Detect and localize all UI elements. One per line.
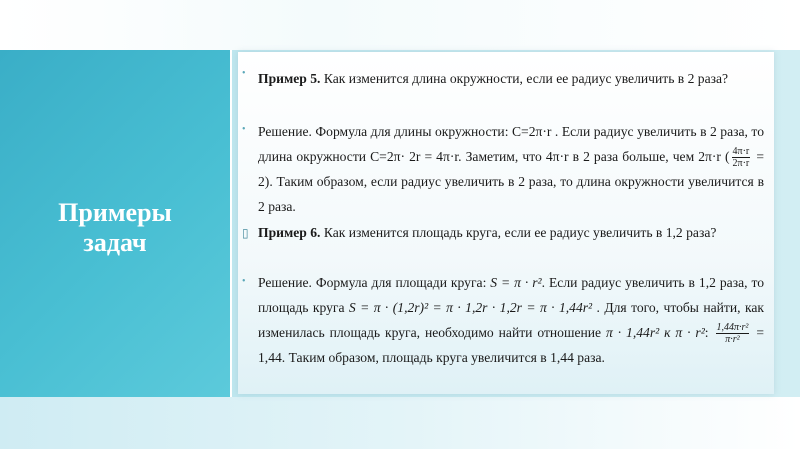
example6-question	[258, 220, 764, 245]
slide-title	[0, 198, 230, 258]
solution6-part5: = 1,44. Таким образом, площадь круга увеличится в 1,44 раза.	[258, 325, 764, 366]
solution6-fraction	[716, 322, 750, 345]
solution6-part3: . Для того, чтобы найти, как изменилась площадь круга, необходимо найти отношение	[258, 300, 764, 340]
content-area	[238, 52, 774, 394]
solution5-intro: Решение. Формула для длины окружности: С=2π·r . Если радиус увеличить в 2 раза, то длина окружности С=2π· 2r = 4π·r. Заметим, что 4π·r в 2 раза больше, чем 2π·r (	[258, 124, 764, 164]
solution6-part1: Решение. Формула для площади круга:	[258, 275, 491, 290]
example5-label: Пример 5.	[258, 71, 321, 86]
solution6-formula3: π · 1,44r² к π · r²	[605, 325, 705, 340]
solution6-frac-num: 1,44π·r²	[716, 322, 749, 334]
solution5-frac-den: 2π·r	[732, 158, 750, 170]
solution5-text	[258, 119, 764, 219]
solution5-frac-num: 4π·r	[732, 146, 750, 158]
bullet-icon: •	[242, 124, 246, 135]
top-strip	[0, 0, 800, 50]
bottom-band	[0, 397, 800, 449]
title-panel	[0, 50, 232, 397]
solution6-formula1: S = π · r²	[490, 275, 542, 290]
bullet-icon: •	[242, 68, 246, 79]
bullet-icon: •	[242, 276, 246, 287]
example5-question	[258, 66, 764, 91]
example6-label: Пример 6.	[258, 225, 321, 240]
slide-title-line2: задач	[83, 228, 147, 257]
solution6-text	[258, 270, 764, 370]
slide-title-line1: Примеры	[58, 198, 172, 227]
solution6-part4: :	[704, 325, 714, 340]
solution6-formula2: S = π · (1,2r)² = π · 1,2r · 1,2r = π · 1,44r²	[348, 300, 593, 315]
bullet-box-icon: ▯	[242, 226, 249, 240]
solution6-part2: . Если радиус увеличить в 1,2 раза, то площадь круга	[258, 275, 765, 315]
solution6-frac-den: π·r²	[725, 334, 740, 346]
example6-text: Как изменится площадь круга, если ее радиус увеличить в 1,2 раза?	[320, 225, 717, 240]
solution5-outro: = 2). Таким образом, если радиус увеличить в 2 раза, то длина окружности увеличится в 2 раза.	[258, 149, 764, 215]
example5-text: Как изменится длина окружности, если ее радиус увеличить в 2 раза?	[320, 71, 729, 86]
solution5-fraction	[732, 146, 751, 169]
